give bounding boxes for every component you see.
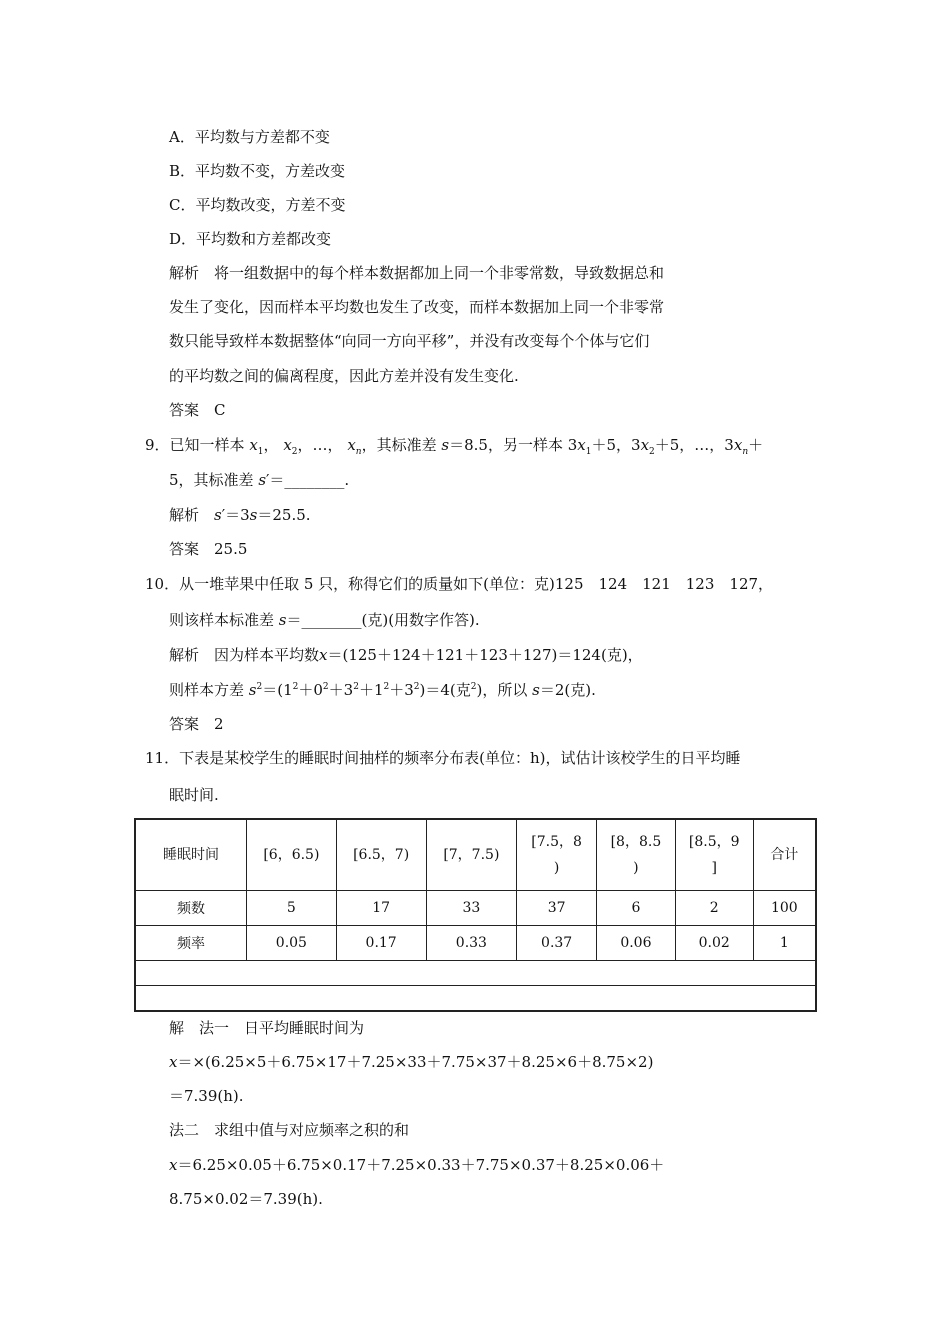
q9-answer: 答案 25.5: [169, 540, 248, 558]
q10-text: 解析 因为样本平均数: [169, 646, 320, 664]
q10-analysis-line-2: [169, 680, 596, 700]
q10-answer: 答案 2: [169, 715, 224, 733]
q11-solution-1-title: 解 法一 日平均睡眠时间为: [169, 1019, 365, 1037]
q9-text: ＋: [748, 436, 764, 454]
q9-text: 9．已知一样本: [145, 436, 245, 454]
var-x: x: [283, 436, 292, 454]
q8-analysis-line-2: 发生了变化，因而样本平均数也发生了改变，而样本数据加上同一个非零常: [169, 298, 665, 316]
q10-text: ＋3: [389, 681, 414, 699]
table-cell: 1: [753, 926, 816, 961]
table-cell: [8，8.5 ): [597, 819, 676, 891]
q9-text: ＝25.5.: [257, 506, 311, 524]
option-a: A．平均数与方差都不变: [169, 128, 330, 146]
var-s: s: [248, 681, 257, 699]
sup: 2: [470, 682, 477, 692]
sub: 1: [257, 447, 264, 457]
table-cell: 0.33: [426, 926, 517, 961]
q10-text: ＝(1: [262, 681, 293, 699]
q8-analysis-line-1: 解析 将一组数据中的每个样本数据都加上同一个非零常数，导致数据总和: [169, 264, 665, 282]
option-b: B．平均数不变，方差改变: [169, 162, 346, 180]
table-cell: 100: [753, 891, 816, 926]
q11-question-line-1: 11．下表是某校学生的睡眠时间抽样的频率分布表(单位：h)，试估计该校学生的日平均睡: [145, 749, 741, 767]
q11-solution-2-title: 法二 求组中值与对应频率之积的和: [169, 1121, 410, 1139]
q10-question-line-1: 10．从一堆苹果中任取 5 只，称得它们的质量如下(单位：克)125 124 121 123 127，: [145, 575, 774, 593]
q10-text: 则样本方差: [169, 681, 245, 699]
q11-solution-1-eq-2: ＝7.39(h).: [169, 1087, 244, 1105]
q10-question-line-2: [169, 610, 480, 630]
sup: 2: [413, 682, 420, 692]
q11-solution-2-eq-1: [169, 1155, 664, 1175]
table-cell: 33: [426, 891, 517, 926]
sup: 2: [256, 682, 263, 692]
q10-text: ＋3: [328, 681, 354, 699]
table-row-rate: [135, 926, 816, 961]
sub: n: [355, 447, 362, 457]
table-cell-empty: [135, 961, 816, 986]
table-row-frequency: [135, 891, 816, 926]
sup: 2: [292, 682, 299, 692]
q10-text: ＝(125＋124＋121＋123＋127)＝124(克)，: [327, 646, 643, 664]
sup: 2: [322, 682, 329, 692]
sub: 2: [291, 447, 298, 457]
q9-text: ′＝3: [221, 506, 250, 524]
table-cell: 频率: [135, 926, 247, 961]
table-cell: 睡眠时间: [135, 819, 247, 891]
q9-question-line-2: [169, 470, 349, 490]
q10-text: )＝4(克: [419, 681, 471, 699]
q11-solution-1-eq-1: [169, 1052, 653, 1072]
q9-text: 解析: [169, 506, 215, 524]
table-cell: 5: [247, 891, 337, 926]
q11-solution-2-eq-2: 8.75×0.02＝7.39(h).: [169, 1190, 323, 1208]
q8-analysis-line-3: 数只能导致样本数据整体“向同一方向平移”，并没有改变每个个体与它们: [169, 332, 650, 350]
q9-text: ，其标准差: [361, 436, 437, 454]
sub: 2: [649, 447, 655, 457]
option-d: D．平均数和方差都改变: [169, 230, 332, 248]
var-x: x: [347, 436, 356, 454]
q9-text: 5，其标准差: [169, 471, 254, 489]
q9-text: ′＝________.: [266, 471, 350, 489]
table-cell: [6，6.5): [247, 819, 337, 891]
table-cell: 37: [517, 891, 597, 926]
q9-text: ＋5，3: [591, 436, 641, 454]
var-s: s: [532, 681, 540, 699]
var-x: x: [169, 1156, 178, 1174]
var-x: x: [249, 436, 258, 454]
var-x: x: [169, 1053, 178, 1071]
q8-analysis-line-4: 的平均数之间的偏离程度，因此方差并没有发生变化.: [169, 367, 519, 385]
table-cell: 6: [597, 891, 676, 926]
sub: n: [742, 447, 749, 457]
table-cell: 合计: [753, 819, 816, 891]
var-x: x: [577, 436, 586, 454]
var-x: x: [640, 436, 650, 454]
table-cell: 0.05: [247, 926, 337, 961]
q11-question-line-2: 眠时间.: [169, 786, 219, 804]
q10-analysis-line-1: [169, 645, 643, 665]
var-s: s: [214, 506, 222, 524]
var-s: s: [258, 471, 267, 489]
q9-text: ＋5，…，3: [654, 436, 734, 454]
table-row-empty: [135, 961, 816, 986]
q10-text: ＝________(克)(用数字作答).: [286, 611, 480, 629]
q10-text: )，所以: [476, 681, 528, 699]
table-cell: 0.02: [675, 926, 753, 961]
table-cell: [6.5，7): [336, 819, 426, 891]
table-cell: 0.06: [597, 926, 676, 961]
table-cell: 17: [336, 891, 426, 926]
table-cell: 频数: [135, 891, 247, 926]
sup: 2: [383, 682, 390, 692]
q11-text: ＝×(6.25×5＋6.75×17＋7.25×33＋7.75×37＋8.25×6＋8.75×2): [177, 1053, 654, 1071]
table-cell: 0.17: [336, 926, 426, 961]
q10-text: ＋0: [298, 681, 323, 699]
var-x: x: [733, 436, 743, 454]
table-cell: 0.37: [517, 926, 597, 961]
q9-text: ，…，: [297, 436, 343, 454]
q9-analysis: [169, 505, 311, 525]
q10-text: ＝2(克).: [539, 681, 596, 699]
q10-text: ＋1: [358, 681, 384, 699]
q10-text: 则该样本标准差: [169, 611, 275, 629]
q9-text: ＝8.5，另一样本 3: [449, 436, 578, 454]
var-s: s: [441, 436, 450, 454]
table-cell: [8.5，9 ]: [675, 819, 753, 891]
table-header-row: [135, 819, 816, 891]
table-cell: [7.5，8 ): [517, 819, 597, 891]
var-s: s: [249, 506, 258, 524]
sup: 2: [353, 682, 359, 692]
q8-answer: 答案 C: [169, 401, 226, 419]
table-cell: [7，7.5): [426, 819, 517, 891]
q9-question-line-1: [145, 435, 763, 455]
var-x: x: [319, 646, 328, 664]
table-cell-empty: [135, 986, 816, 1012]
q9-text: ，: [263, 436, 279, 454]
frequency-table: [134, 818, 817, 1012]
sub: 1: [585, 447, 592, 457]
table-row-empty: [135, 986, 816, 1012]
q11-text: ＝6.25×0.05＋6.75×0.17＋7.25×0.33＋7.75×0.37＋8.25×0.06＋: [177, 1156, 665, 1174]
var-s: s: [278, 611, 287, 629]
option-c: C．平均数改变，方差不变: [169, 196, 346, 214]
table-cell: 2: [675, 891, 753, 926]
